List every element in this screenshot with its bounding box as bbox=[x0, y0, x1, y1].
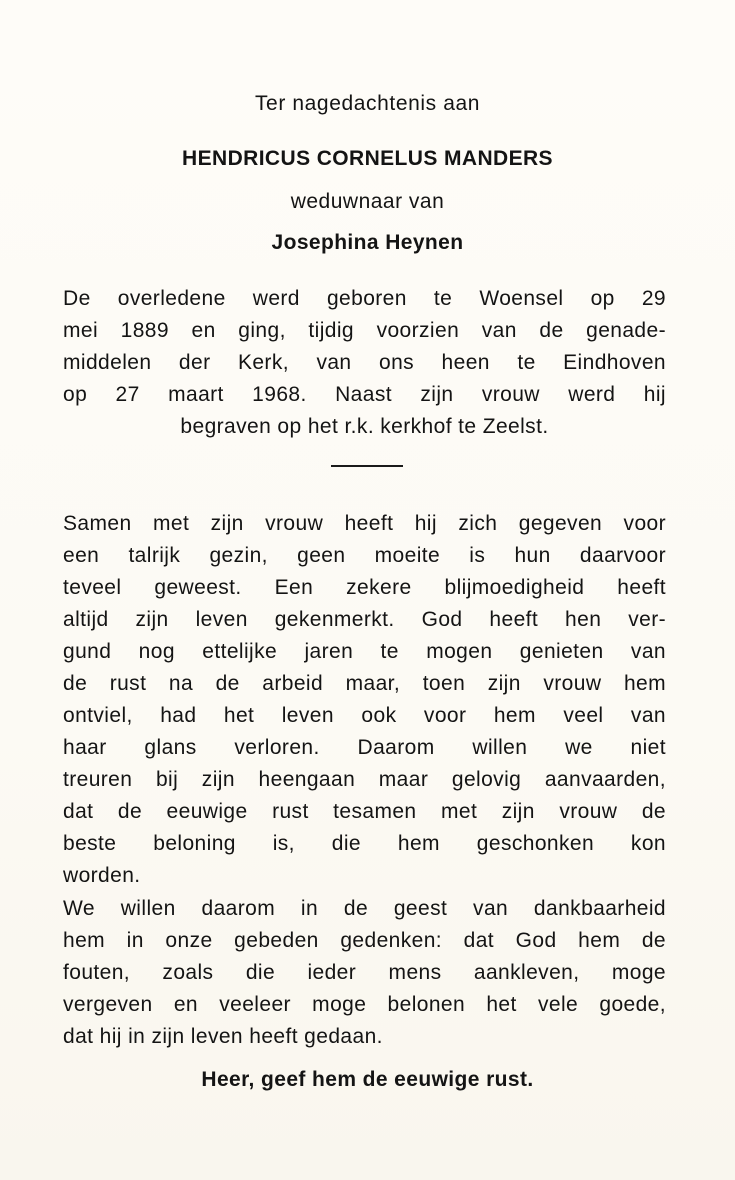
prayer-line: dat hij in zijn leven heeft gedaan. bbox=[63, 1025, 383, 1048]
bio-line: mei 1889 en ging, tijdig voorzien van de genade- bbox=[63, 319, 666, 342]
reflection-paragraph bbox=[63, 508, 666, 892]
prayer-line: We willen daarom in de geest van dankbaarheid bbox=[63, 897, 666, 920]
bio-line: op 27 maart 1968. Naast zijn vrouw werd hij bbox=[63, 383, 666, 406]
reflection-line: beste beloning is, die hem geschonken kon bbox=[63, 832, 666, 855]
intro-text: Ter nagedachtenis aan bbox=[254, 92, 481, 115]
reflection-line: de rust na de arbeid maar, toen zijn vrouw hem bbox=[63, 672, 666, 695]
reflection-line: altijd zijn leven gekenmerkt. God heeft hen ver- bbox=[63, 608, 666, 631]
relation-text: weduwnaar van bbox=[290, 190, 445, 213]
deceased-name: HENDRICUS CORNELUS MANDERS bbox=[182, 147, 553, 170]
bio-line: middelen der Kerk, van ons heen te Eindhoven bbox=[63, 351, 666, 374]
reflection-line: teveel geweest. Een zekere blijmoedigheid heeft bbox=[63, 576, 666, 599]
reflection-line: worden. bbox=[63, 864, 141, 887]
reflection-line: dat de eeuwige rust tesamen met zijn vrouw de bbox=[63, 800, 666, 823]
bio-line: begraven op het r.k. kerkhof te Zeelst. bbox=[180, 415, 549, 438]
bio-line: De overledene werd geboren te Woensel op 29 bbox=[63, 287, 666, 310]
reflection-line: haar glans verloren. Daarom willen we niet bbox=[63, 736, 666, 759]
reflection-line: een talrijk gezin, geen moeite is hun daarvoor bbox=[63, 544, 666, 567]
prayer-line: vergeven en veeleer moge belonen het vele goede, bbox=[63, 993, 666, 1016]
reflection-line: Samen met zijn vrouw heeft hij zich gegeven voor bbox=[63, 512, 666, 535]
biography-paragraph bbox=[63, 283, 666, 443]
spouse-name: Josephina Heynen bbox=[271, 231, 464, 254]
reflection-line: ontviel, had het leven ook voor hem veel van bbox=[63, 704, 666, 727]
prayer-line: fouten, zoals die ieder mens aankleven, moge bbox=[63, 961, 666, 984]
prayer-paragraph bbox=[63, 893, 666, 1053]
reflection-line: treuren bij zijn heengaan maar gelovig aanvaarden, bbox=[63, 768, 666, 791]
closing-prayer: Heer, geef hem de eeuwige rust. bbox=[201, 1068, 534, 1091]
reflection-line: gund nog ettelijke jaren te mogen genieten van bbox=[63, 640, 666, 663]
divider-line bbox=[331, 465, 403, 467]
prayer-line: hem in onze gebeden gedenken: dat God hem de bbox=[63, 929, 666, 952]
